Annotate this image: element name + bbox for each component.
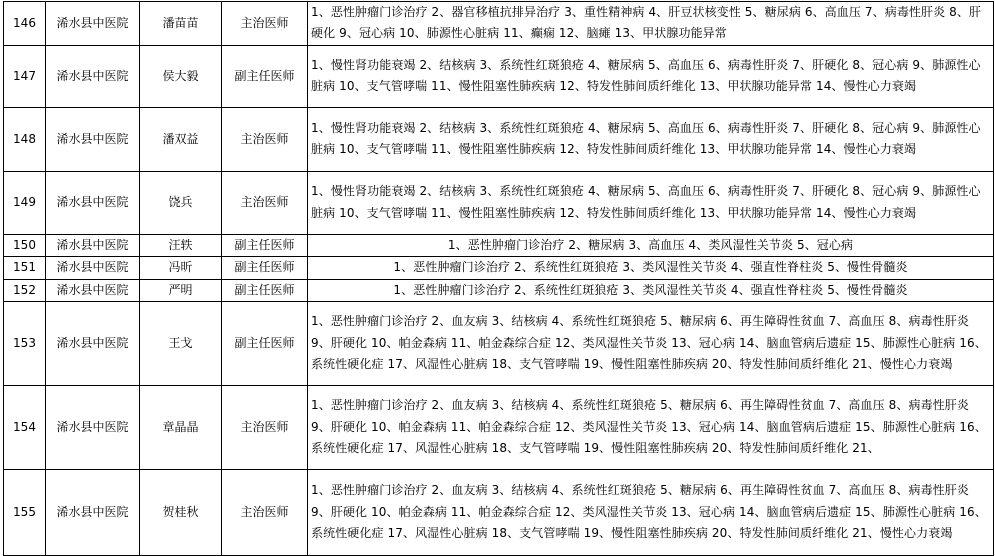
doctor-title: 主治医师	[222, 2, 308, 46]
hospital-name: 浠水县中医院	[46, 2, 140, 46]
doctor-title: 主治医师	[222, 470, 308, 556]
table-row	[4, 107, 994, 171]
table-row	[4, 257, 994, 279]
doctor-name: 潘苗苗	[140, 2, 222, 46]
hospital-name: 浠水县中医院	[46, 171, 140, 234]
disease-list: 1、慢性肾功能衰竭 2、结核病 3、系统性红斑狼疮 4、糖尿病 5、高血压 6、病毒性肝炎 7、肝硬化 8、冠心病 9、肺源性心脏病 10、支气管哮喘 11、慢性阻塞性肺疾病 12、特发性肺间质纤维化 13、甲状腺功能异常 14、慢性心力衰竭	[308, 45, 994, 107]
row-number: 148	[4, 107, 46, 171]
row-number: 155	[4, 470, 46, 556]
doctor-title: 副主任医师	[222, 45, 308, 107]
doctor-name: 王戈	[140, 302, 222, 386]
doctor-title: 副主任医师	[222, 234, 308, 256]
doctor-name: 章晶晶	[140, 386, 222, 470]
table-row	[4, 386, 994, 470]
doctor-title: 主治医师	[222, 107, 308, 171]
hospital-name: 浠水县中医院	[46, 470, 140, 556]
disease-list: 1、恶性肿瘤门诊治疗 2、血友病 3、结核病 4、系统性红斑狼疮 5、糖尿病 6、再生障碍性贫血 7、高血压 8、病毒性肝炎 9、肝硬化 10、帕金森病 11、帕金森综合症 12、类风湿性关节炎 13、冠心病 14、脑血管病后遗症 15、肺源性心脏病 16、系统性硬化症 17、风湿性心脏病 18、支气管哮喘 19、慢性阻塞性肺疾病 20、特发性肺间质纤维化 21、慢性心力衰竭	[308, 470, 994, 556]
disease-list: 1、慢性肾功能衰竭 2、结核病 3、系统性红斑狼疮 4、糖尿病 5、高血压 6、病毒性肝炎 7、肝硬化 8、冠心病 9、肺源性心脏病 10、支气管哮喘 11、慢性阻塞性肺疾病 12、特发性肺间质纤维化 13、甲状腺功能异常 14、慢性心力衰竭	[308, 171, 994, 234]
hospital-name: 浠水县中医院	[46, 45, 140, 107]
doctor-name: 饶兵	[140, 171, 222, 234]
table-row	[4, 279, 994, 301]
disease-list: 1、恶性肿瘤门诊治疗 2、血友病 3、结核病 4、系统性红斑狼疮 5、糖尿病 6、再生障碍性贫血 7、高血压 8、病毒性肝炎 9、肝硬化 10、帕金森病 11、帕金森综合症 12、类风湿性关节炎 13、冠心病 14、脑血管病后遗症 15、肺源性心脏病 16、系统性硬化症 17、风湿性心脏病 18、支气管哮喘 19、慢性阻塞性肺疾病 20、特发性肺间质纤维化 21、	[308, 386, 994, 470]
table-row	[4, 45, 994, 107]
hospital-name: 浠水县中医院	[46, 107, 140, 171]
hospital-name: 浠水县中医院	[46, 386, 140, 470]
doctor-table	[3, 1, 994, 556]
disease-list: 1、恶性肿瘤门诊治疗 2、糖尿病 3、高血压 4、类风湿性关节炎 5、冠心病	[308, 234, 994, 256]
doctor-title: 主治医师	[222, 386, 308, 470]
doctor-name: 贺桂秋	[140, 470, 222, 556]
doctor-title: 副主任医师	[222, 302, 308, 386]
table-row	[4, 470, 994, 556]
row-number: 154	[4, 386, 46, 470]
row-number: 153	[4, 302, 46, 386]
disease-list: 1、慢性肾功能衰竭 2、结核病 3、系统性红斑狼疮 4、糖尿病 5、高血压 6、病毒性肝炎 7、肝硬化 8、冠心病 9、肺源性心脏病 10、支气管哮喘 11、慢性阻塞性肺疾病 12、特发性肺间质纤维化 13、甲状腺功能异常 14、慢性心力衰竭	[308, 107, 994, 171]
row-number: 146	[4, 2, 46, 46]
doctor-title: 副主任医师	[222, 279, 308, 301]
doctor-title: 副主任医师	[222, 257, 308, 279]
disease-list: 1、恶性肿瘤门诊治疗 2、血友病 3、结核病 4、系统性红斑狼疮 5、糖尿病 6、再生障碍性贫血 7、高血压 8、病毒性肝炎 9、肝硬化 10、帕金森病 11、帕金森综合症 12、类风湿性关节炎 13、冠心病 14、脑血管病后遗症 15、肺源性心脏病 16、系统性硬化症 17、风湿性心脏病 18、支气管哮喘 19、慢性阻塞性肺疾病 20、特发性肺间质纤维化 21、慢性心力衰竭	[308, 302, 994, 386]
hospital-name: 浠水县中医院	[46, 234, 140, 256]
disease-list: 1、恶性肿瘤门诊治疗 2、系统性红斑狼疮 3、类风湿性关节炎 4、强直性脊柱炎 5、慢性骨髓炎	[308, 257, 994, 279]
hospital-name: 浠水县中医院	[46, 257, 140, 279]
doctor-name: 潘双益	[140, 107, 222, 171]
table-row	[4, 2, 994, 46]
row-number: 152	[4, 279, 46, 301]
doctor-name: 侯大毅	[140, 45, 222, 107]
row-number: 147	[4, 45, 46, 107]
doctor-name: 冯昕	[140, 257, 222, 279]
disease-list: 1、恶性肿瘤门诊治疗 2、器官移植抗排异治疗 3、重性精神病 4、肝豆状核变性 5、糖尿病 6、高血压 7、病毒性肝炎 8、肝硬化 9、冠心病 10、肺源性心脏病 11、癫痫 12、脑瘫 13、甲状腺功能异常	[308, 2, 994, 46]
row-number: 151	[4, 257, 46, 279]
table-row	[4, 234, 994, 256]
hospital-name: 浠水县中医院	[46, 279, 140, 301]
disease-list: 1、恶性肿瘤门诊治疗 2、系统性红斑狼疮 3、类风湿性关节炎 4、强直性脊柱炎 5、慢性骨髓炎	[308, 279, 994, 301]
hospital-name: 浠水县中医院	[46, 302, 140, 386]
doctor-name: 严明	[140, 279, 222, 301]
doctor-name: 汪轶	[140, 234, 222, 256]
row-number: 150	[4, 234, 46, 256]
row-number: 149	[4, 171, 46, 234]
doctor-title: 主治医师	[222, 171, 308, 234]
table-row	[4, 302, 994, 386]
table-row	[4, 171, 994, 234]
